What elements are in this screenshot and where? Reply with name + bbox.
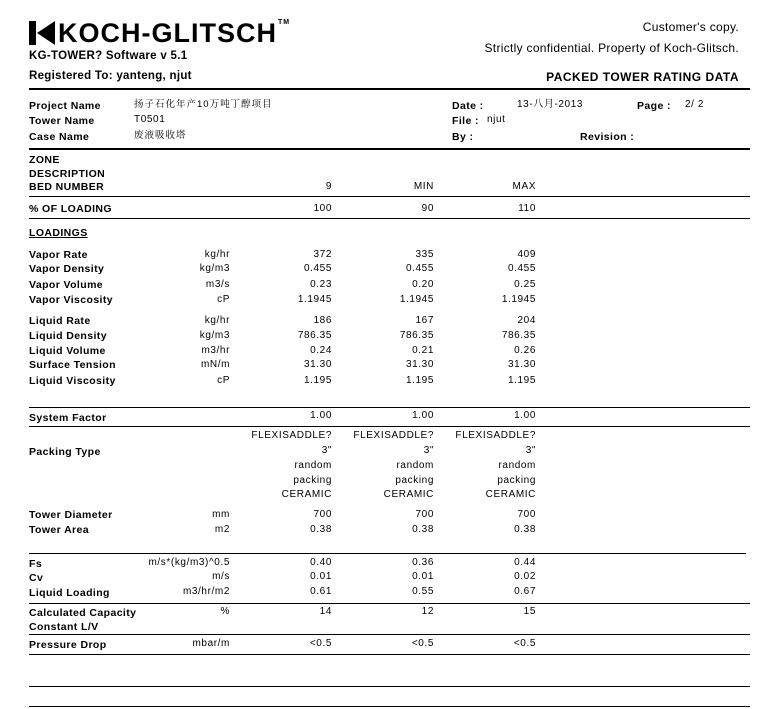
footer-line-1 xyxy=(29,686,750,687)
koch-k-icon xyxy=(29,21,55,45)
case-name-value: 废液吸收塔 xyxy=(134,130,187,141)
packing-col3-line2: 3" xyxy=(525,445,536,456)
cv-unit: m/s xyxy=(212,571,230,582)
liquid-volume-1: 0.24 xyxy=(310,345,332,356)
vapor-rate-1: 372 xyxy=(313,249,332,260)
project-divider xyxy=(29,148,750,150)
vapor-volume-label: Vapor Volume xyxy=(29,279,104,291)
loadings-divider xyxy=(29,407,750,408)
tower-area-2: 0.38 xyxy=(412,524,434,535)
revision-label: Revision : xyxy=(580,131,635,143)
liquid-loading-3: 0.67 xyxy=(514,586,536,597)
liquid-volume-unit: m3/hr xyxy=(201,345,230,356)
surface-tension-1: 31.30 xyxy=(303,359,332,370)
tower-name-value: T0501 xyxy=(134,114,166,125)
file-value: njut xyxy=(487,114,506,125)
confidential-notice: Strictly confidential. Property of Koch-Glitsch. xyxy=(484,41,739,55)
fs-2: 0.36 xyxy=(412,557,434,568)
vapor-volume-unit: m3/s xyxy=(205,279,230,290)
packing-col2-line3: random xyxy=(396,460,434,471)
liquid-loading-2: 0.55 xyxy=(412,586,434,597)
constant-lv-label: Constant L/V xyxy=(29,621,99,633)
liquid-viscosity-unit: cP xyxy=(217,375,230,386)
software-version: KG-TOWER? Software v 5.1 xyxy=(29,50,188,62)
bed-col-3: MAX xyxy=(512,181,536,192)
bed-number-label: BED NUMBER xyxy=(29,181,105,193)
date-label: Date : xyxy=(452,100,484,112)
packing-col3-line4: packing xyxy=(497,475,536,486)
liquid-rate-3: 204 xyxy=(517,315,536,326)
liquid-rate-1: 186 xyxy=(313,315,332,326)
koch-glitsch-logo xyxy=(29,19,290,47)
vapor-viscosity-label: Vapor Viscosity xyxy=(29,294,114,306)
surface-tension-label: Surface Tension xyxy=(29,359,116,371)
vapor-density-unit: kg/m3 xyxy=(199,263,230,274)
case-name-label: Case Name xyxy=(29,131,90,143)
packing-col1-line2: 3" xyxy=(321,445,332,456)
fs-divider xyxy=(29,603,750,604)
zone-divider xyxy=(29,196,750,197)
vapor-viscosity-1: 1.1945 xyxy=(297,294,332,305)
description-label: DESCRIPTION xyxy=(29,168,106,180)
liquid-viscosity-3: 1.195 xyxy=(507,375,536,386)
vapor-density-2: 0.455 xyxy=(405,263,434,274)
tower-area-3: 0.38 xyxy=(514,524,536,535)
vapor-rate-3: 409 xyxy=(517,249,536,260)
vapor-volume-1: 0.23 xyxy=(310,279,332,290)
vapor-volume-3: 0.25 xyxy=(514,279,536,290)
liquid-rate-label: Liquid Rate xyxy=(29,315,91,327)
fs-1: 0.40 xyxy=(310,557,332,568)
loading-pct-label: % OF LOADING xyxy=(29,203,112,215)
capacity-2: 12 xyxy=(421,606,434,617)
bed-col-2: MIN xyxy=(413,181,434,192)
vapor-density-3: 0.455 xyxy=(507,263,536,274)
tower-diameter-label: Tower Diameter xyxy=(29,509,113,521)
pressure-drop-2: <0.5 xyxy=(411,638,434,649)
footer-line-2 xyxy=(29,706,750,707)
fs-unit: m/s*(kg/m3)^0.5 xyxy=(148,557,230,568)
by-label: By : xyxy=(452,131,474,143)
cv-2: 0.01 xyxy=(412,571,434,582)
packing-col1-line3: random xyxy=(294,460,332,471)
pressure-drop-3: <0.5 xyxy=(513,638,536,649)
system-factor-divider xyxy=(29,426,750,427)
vapor-viscosity-2: 1.1945 xyxy=(399,294,434,305)
liquid-volume-3: 0.26 xyxy=(514,345,536,356)
system-factor-2: 1.00 xyxy=(412,410,434,421)
surface-tension-3: 31.30 xyxy=(507,359,536,370)
vapor-density-1: 0.455 xyxy=(303,263,332,274)
packing-col2-line2: 3" xyxy=(423,445,434,456)
cv-1: 0.01 xyxy=(310,571,332,582)
pressure-drop-divider xyxy=(29,654,750,655)
tower-divider xyxy=(29,553,746,554)
bed-col-1: 9 xyxy=(325,181,332,192)
tower-name-label: Tower Name xyxy=(29,115,95,127)
vapor-rate-label: Vapor Rate xyxy=(29,249,88,261)
vapor-rate-unit: kg/hr xyxy=(204,249,230,260)
packing-col1-line4: packing xyxy=(293,475,332,486)
tower-area-unit: m2 xyxy=(214,524,230,535)
fs-3: 0.44 xyxy=(514,557,536,568)
liquid-density-label: Liquid Density xyxy=(29,330,107,342)
file-label: File : xyxy=(452,115,479,127)
liquid-density-1: 786.35 xyxy=(297,330,332,341)
system-factor-label: System Factor xyxy=(29,412,107,424)
vapor-rate-2: 335 xyxy=(415,249,434,260)
liquid-viscosity-2: 1.195 xyxy=(405,375,434,386)
calculated-capacity-label: Calculated Capacity xyxy=(29,607,137,619)
pressure-drop-unit: mbar/m xyxy=(192,638,230,649)
vapor-volume-2: 0.20 xyxy=(412,279,434,290)
system-factor-1: 1.00 xyxy=(310,410,332,421)
loadings-title: LOADINGS xyxy=(29,227,88,239)
liquid-loading-unit: m3/hr/m2 xyxy=(182,586,230,597)
cv-3: 0.02 xyxy=(514,571,536,582)
registered-to: Registered To: yanteng, njut xyxy=(29,70,192,82)
fs-label: Fs xyxy=(29,558,43,570)
project-name-value: 扬子石化年产10万吨丁醇项目 xyxy=(134,99,273,110)
pressure-drop-1: <0.5 xyxy=(309,638,332,649)
packing-col2-line5: CERAMIC xyxy=(383,489,434,500)
packing-col1-line1: FLEXISADDLE? xyxy=(251,430,332,441)
capacity-3: 15 xyxy=(523,606,536,617)
tower-diameter-unit: mm xyxy=(212,509,230,520)
capacity-1: 14 xyxy=(319,606,332,617)
liquid-rate-unit: kg/hr xyxy=(204,315,230,326)
tower-diameter-3: 700 xyxy=(517,509,536,520)
surface-tension-unit: mN/m xyxy=(200,359,230,370)
surface-tension-2: 31.30 xyxy=(405,359,434,370)
logo-trademark: TM xyxy=(277,19,291,26)
packing-col3-line1: FLEXISADDLE? xyxy=(455,430,536,441)
liquid-loading-1: 0.61 xyxy=(310,586,332,597)
system-factor-3: 1.00 xyxy=(514,410,536,421)
packing-col1-line5: CERAMIC xyxy=(281,489,332,500)
packing-col2-line1: FLEXISADDLE? xyxy=(353,430,434,441)
header-divider xyxy=(29,88,750,90)
liquid-density-unit: kg/m3 xyxy=(199,330,230,341)
capacity-divider xyxy=(29,634,750,635)
tower-diameter-2: 700 xyxy=(415,509,434,520)
zone-label: ZONE xyxy=(29,154,60,166)
loading-pct-1: 100 xyxy=(313,203,332,214)
page-label: Page : xyxy=(637,100,671,112)
document-title: PACKED TOWER RATING DATA xyxy=(546,70,739,84)
capacity-unit: % xyxy=(220,606,230,617)
tower-area-label: Tower Area xyxy=(29,524,90,536)
pressure-drop-label: Pressure Drop xyxy=(29,639,107,651)
vapor-viscosity-unit: cP xyxy=(217,294,230,305)
vapor-viscosity-3: 1.1945 xyxy=(501,294,536,305)
packing-col3-line5: CERAMIC xyxy=(485,489,536,500)
vapor-density-label: Vapor Density xyxy=(29,263,105,275)
liquid-viscosity-1: 1.195 xyxy=(303,375,332,386)
liquid-density-2: 786.35 xyxy=(399,330,434,341)
page-value: 2/ 2 xyxy=(685,99,705,110)
packing-col2-line4: packing xyxy=(395,475,434,486)
loading-pct-divider xyxy=(29,218,750,219)
liquid-loading-label: Liquid Loading xyxy=(29,587,110,599)
loading-pct-2: 90 xyxy=(421,203,434,214)
loading-pct-3: 110 xyxy=(518,203,536,214)
liquid-volume-2: 0.21 xyxy=(412,345,434,356)
project-name-label: Project Name xyxy=(29,100,101,112)
tower-area-1: 0.38 xyxy=(310,524,332,535)
packing-col3-line3: random xyxy=(498,460,536,471)
liquid-density-3: 786.35 xyxy=(501,330,536,341)
packing-type-label: Packing Type xyxy=(29,446,101,458)
tower-diameter-1: 700 xyxy=(313,509,332,520)
date-value: 13-八月-2013 xyxy=(517,99,584,110)
customer-copy: Customer's copy. xyxy=(642,20,739,34)
liquid-rate-2: 167 xyxy=(415,315,434,326)
cv-label: Cv xyxy=(29,572,44,584)
liquid-viscosity-label: Liquid Viscosity xyxy=(29,375,116,387)
logo-text: KOCH-GLITSCH xyxy=(58,18,277,48)
liquid-volume-label: Liquid Volume xyxy=(29,345,106,357)
